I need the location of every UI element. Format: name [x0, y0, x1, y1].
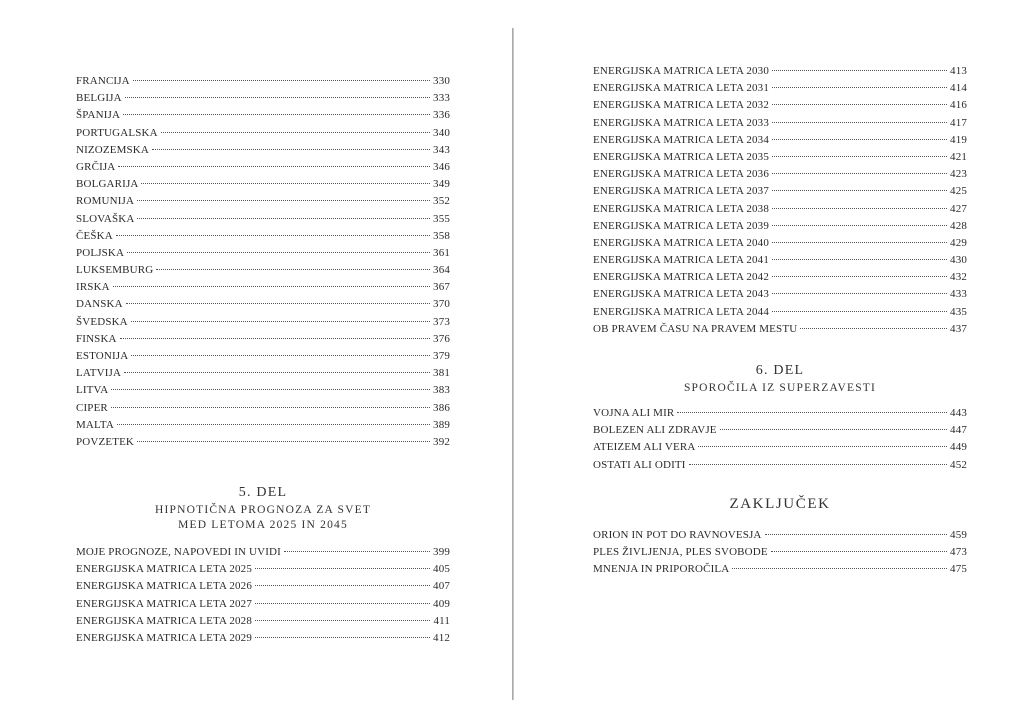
toc-entry-page: 412: [433, 631, 450, 644]
toc-entry-title: POVZETEK: [76, 435, 135, 448]
dot-leader: [255, 568, 430, 569]
toc-list-part-5: [76, 544, 450, 647]
toc-entry-title: ČEŠKA: [76, 229, 113, 242]
dot-leader: [772, 311, 947, 312]
dot-leader: [113, 286, 430, 287]
dot-leader: [677, 412, 947, 413]
toc-entry-page: 427: [950, 202, 967, 215]
toc-entry-page: 437: [950, 322, 967, 335]
toc-entry: [593, 286, 967, 303]
part-5-subtitle-line2: MED LETOMA 2025 IN 2045: [178, 519, 348, 531]
toc-entry: [593, 457, 967, 474]
toc-entry-page: 430: [950, 254, 967, 267]
toc-entry-title: MOJE PROGNOZE, NAPOVEDI IN UVIDI: [76, 546, 281, 558]
toc-entry-title: BELGIJA: [76, 92, 122, 105]
toc-entry-title: ENERGIJSKA MATRICA LETA 2038: [593, 202, 769, 215]
toc-entry-title: ENERGIJSKA MATRICA LETA 2039: [593, 219, 769, 232]
toc-entry-page: 343: [433, 143, 450, 156]
toc-entry-page: 333: [433, 92, 450, 105]
toc-entry-title: FRANCIJA: [76, 75, 130, 87]
toc-entry: [593, 405, 967, 422]
toc-entry: [76, 596, 450, 613]
toc-entry: [76, 107, 450, 124]
toc-entry: [76, 193, 450, 210]
toc-entry-page: 413: [950, 65, 967, 77]
toc-entry-title: ENERGIJSKA MATRICA LETA 2037: [593, 185, 769, 198]
toc-entry-page: 376: [433, 332, 450, 345]
dot-leader: [772, 70, 947, 71]
toc-entry-title: GRČIJA: [76, 160, 116, 173]
dot-leader: [117, 424, 430, 425]
toc-entry-title: OB PRAVEM ČASU NA PRAVEM MESTU: [593, 322, 798, 335]
toc-entry: [76, 176, 450, 193]
toc-entry-title: MALTA: [76, 418, 114, 431]
toc-entry: [76, 279, 450, 296]
toc-entry: [593, 252, 967, 269]
toc-entry-title: ENERGIJSKA MATRICA LETA 2036: [593, 168, 769, 181]
toc-entry: [76, 365, 450, 382]
dot-leader: [772, 259, 947, 260]
toc-entry-title: ENERGIJSKA MATRICA LETA 2034: [593, 133, 769, 146]
dot-leader: [156, 269, 430, 270]
dot-leader: [772, 190, 947, 191]
toc-entry-title: ENERGIJSKA MATRICA LETA 2035: [593, 150, 769, 163]
dot-leader: [133, 80, 430, 81]
toc-entry: [76, 73, 450, 90]
dot-leader: [255, 637, 430, 638]
dot-leader: [772, 208, 947, 209]
toc-entry-title: IRSKA: [76, 281, 110, 294]
toc-entry-title: ENERGIJSKA MATRICA LETA 2025: [76, 563, 252, 576]
toc-entry-page: 443: [950, 407, 967, 419]
toc-entry: [76, 211, 450, 228]
toc-entry: [593, 183, 967, 200]
dot-leader: [772, 276, 947, 277]
toc-entry: [76, 90, 450, 107]
toc-entry-page: 449: [950, 441, 967, 454]
toc-entry: [593, 561, 967, 578]
toc-entry-title: ENERGIJSKA MATRICA LETA 2026: [76, 580, 252, 593]
toc-entry-title: BOLEZEN ALI ZDRAVJE: [593, 424, 717, 437]
toc-entry-title: BOLGARIJA: [76, 178, 139, 191]
toc-entry: [76, 228, 450, 245]
toc-entry: [76, 417, 450, 434]
dot-leader: [772, 173, 947, 174]
toc-entry-page: 373: [433, 315, 450, 328]
toc-entry-page: 407: [433, 580, 450, 593]
dot-leader: [123, 114, 430, 115]
dot-leader: [116, 235, 430, 236]
toc-entry-page: 416: [950, 99, 967, 112]
toc-entry: [593, 63, 967, 80]
dot-leader: [120, 338, 430, 339]
toc-entry: [593, 527, 967, 544]
part-5-subtitle-line1: HIPNOTIČNA PROGNOZA ZA SVET: [154, 504, 372, 516]
toc-entry: [593, 97, 967, 114]
toc-entry-page: 452: [950, 458, 967, 471]
toc-entry-title: ENERGIJSKA MATRICA LETA 2041: [593, 254, 769, 267]
toc-entry: [76, 613, 450, 630]
toc-entry-page: 405: [433, 563, 450, 576]
dot-leader: [771, 551, 947, 552]
toc-entry-page: 419: [950, 133, 967, 146]
dot-leader: [772, 122, 947, 123]
toc-entry: [593, 218, 967, 235]
toc-entry-page: 355: [433, 212, 450, 225]
conclusion-heading: ZAKLJUČEK: [729, 496, 831, 512]
toc-entry-title: FINSKA: [76, 332, 117, 345]
toc-entry-title: LATVIJA: [76, 367, 122, 380]
toc-entry: [76, 348, 450, 365]
toc-entry: [593, 422, 967, 439]
part-5-number: 5. DEL: [238, 485, 288, 500]
toc-entry: [593, 80, 967, 97]
toc-entry: [76, 262, 450, 279]
toc-entry-page: 475: [950, 563, 967, 576]
part-6-heading: [593, 363, 967, 396]
toc-entry-page: 435: [950, 305, 967, 318]
toc-entry-page: 352: [433, 195, 450, 208]
toc-entry: [76, 142, 450, 159]
toc-entry-page: 429: [950, 236, 967, 249]
toc-entry-title: ATEIZEM ALI VERA: [593, 441, 696, 454]
dot-leader: [772, 104, 947, 105]
toc-entry: [76, 400, 450, 417]
toc-entry: [593, 269, 967, 286]
toc-entry-title: ENERGIJSKA MATRICA LETA 2040: [593, 236, 769, 249]
toc-entry: [593, 544, 967, 561]
dot-leader: [131, 321, 430, 322]
toc-entry: [76, 125, 450, 142]
toc-entry: [76, 331, 450, 348]
toc-entry: [76, 544, 450, 561]
toc-entry-title: ENERGIJSKA MATRICA LETA 2028: [76, 614, 252, 627]
toc-entry-title: ENERGIJSKA MATRICA LETA 2027: [76, 597, 252, 610]
toc-entry-title: ENERGIJSKA MATRICA LETA 2042: [593, 271, 769, 284]
toc-entry-page: 423: [950, 168, 967, 181]
dot-leader: [255, 585, 430, 586]
toc-entry-title: VOJNA ALI MIR: [593, 407, 675, 419]
toc-entry: [593, 115, 967, 132]
dot-leader: [732, 568, 947, 569]
toc-entry: [593, 304, 967, 321]
dot-leader: [698, 446, 947, 447]
toc-entry-page: 389: [433, 418, 450, 431]
toc-entry-title: ENERGIJSKA MATRICA LETA 2043: [593, 288, 769, 301]
toc-entry-page: 399: [433, 546, 450, 558]
toc-entry-title: ŠPANIJA: [76, 109, 121, 122]
toc-entry-title: LITVA: [76, 384, 109, 397]
dot-leader: [137, 441, 430, 442]
toc-entry: [76, 296, 450, 313]
toc-entry-page: 432: [950, 271, 967, 284]
dot-leader: [152, 149, 430, 150]
toc-entry-title: NIZOZEMSKA: [76, 143, 149, 156]
toc-entry-page: 459: [950, 529, 967, 541]
toc-entry-title: OSTATI ALI ODITI: [593, 458, 686, 471]
toc-entry-title: ESTONIJA: [76, 350, 129, 362]
toc-entry: [593, 321, 967, 338]
part-5-heading: [76, 485, 450, 533]
toc-entry-title: PLES ŽIVLJENJA, PLES SVOBODE: [593, 546, 768, 559]
toc-entry-page: 361: [433, 246, 450, 259]
toc-entry-page: 425: [950, 185, 967, 198]
toc-entry-page: 414: [950, 82, 967, 95]
toc-entry-title: PORTUGALSKA: [76, 126, 158, 139]
toc-entry-page: 340: [433, 126, 450, 139]
toc-entry-page: 409: [433, 597, 450, 610]
part-6-subtitle: SPOROČILA IZ SUPERZAVESTI: [683, 382, 877, 394]
toc-entry-title: ENERGIJSKA MATRICA LETA 2029: [76, 631, 252, 644]
dot-leader: [161, 132, 430, 133]
toc-entry-title: ORION IN POT DO RAVNOVESJA: [593, 529, 762, 541]
toc-entry: [76, 630, 450, 647]
toc-entry: [593, 166, 967, 183]
dot-leader: [255, 603, 430, 604]
toc-entry-title: ENERGIJSKA MATRICA LETA 2031: [593, 82, 769, 95]
toc-entry-title: ENERGIJSKA MATRICA LETA 2044: [593, 305, 769, 318]
dot-leader: [284, 551, 430, 552]
dot-leader: [127, 252, 430, 253]
toc-entry: [76, 159, 450, 176]
toc-entry-title: LUKSEMBURG: [76, 264, 154, 277]
toc-entry-page: 447: [950, 424, 967, 437]
dot-leader: [255, 620, 430, 621]
toc-entry-title: CIPER: [76, 401, 108, 414]
toc-entry: [593, 201, 967, 218]
toc-entry-title: ŠVEDSKA: [76, 315, 128, 328]
toc-entry-title: DANSKA: [76, 298, 123, 311]
toc-entry: [76, 561, 450, 578]
toc-entry-title: SLOVAŠKA: [76, 212, 135, 225]
toc-entry: [76, 314, 450, 331]
dot-leader: [689, 464, 947, 465]
toc-entry-page: 473: [950, 546, 967, 559]
toc-entry-page: 386: [433, 401, 450, 414]
toc-entry-title: ENERGIJSKA MATRICA LETA 2032: [593, 99, 769, 112]
dot-leader: [765, 534, 948, 535]
toc-entry: [593, 132, 967, 149]
dot-leader: [111, 407, 430, 408]
toc-entry-title: ROMUNIJA: [76, 195, 135, 208]
dot-leader: [772, 242, 947, 243]
dot-leader: [772, 225, 947, 226]
dot-leader: [137, 218, 430, 219]
toc-entry-page: 367: [433, 281, 450, 294]
toc-entry-page: 417: [950, 116, 967, 129]
dot-leader: [800, 328, 947, 329]
toc-entry-page: 346: [433, 160, 450, 173]
right-page: [512, 0, 1024, 726]
toc-list-countries: [76, 73, 450, 451]
toc-entry-page: 381: [433, 367, 450, 380]
toc-entry: [76, 578, 450, 595]
toc-entry-page: 370: [433, 298, 450, 311]
toc-entry-page: 411: [433, 614, 450, 627]
toc-entry-page: 433: [950, 288, 967, 301]
toc-entry-page: 379: [433, 350, 450, 362]
toc-entry-title: ENERGIJSKA MATRICA LETA 2030: [593, 65, 769, 77]
toc-entry-page: 336: [433, 109, 450, 122]
dot-leader: [772, 156, 947, 157]
toc-list-part-6: [593, 405, 967, 474]
toc-entry-title: ENERGIJSKA MATRICA LETA 2033: [593, 116, 769, 129]
dot-leader: [125, 97, 430, 98]
dot-leader: [720, 429, 947, 430]
toc-entry-title: POLJSKA: [76, 246, 125, 259]
dot-leader: [111, 389, 430, 390]
toc-entry-page: 364: [433, 264, 450, 277]
toc-entry-page: 349: [433, 178, 450, 191]
toc-entry-page: 421: [950, 150, 967, 163]
toc-entry-page: 358: [433, 229, 450, 242]
dot-leader: [137, 200, 430, 201]
toc-entry: [76, 382, 450, 399]
dot-leader: [124, 372, 430, 373]
dot-leader: [131, 355, 430, 356]
toc-entry: [76, 245, 450, 262]
toc-list-energy-matrices: [593, 63, 967, 338]
part-6-number: 6. DEL: [755, 363, 805, 378]
dot-leader: [772, 293, 947, 294]
toc-entry: [593, 439, 967, 456]
toc-entry-page: 330: [433, 75, 450, 87]
toc-entry-title: MNENJA IN PRIPOROČILA: [593, 563, 730, 576]
toc-list-conclusion: [593, 527, 967, 579]
toc-entry-page: 383: [433, 384, 450, 397]
dot-leader: [126, 303, 430, 304]
dot-leader: [118, 166, 430, 167]
dot-leader: [141, 183, 430, 184]
toc-entry-page: 428: [950, 219, 967, 232]
toc-entry-page: 392: [433, 435, 450, 448]
toc-entry: [593, 235, 967, 252]
dot-leader: [772, 139, 947, 140]
toc-entry: [593, 149, 967, 166]
toc-entry: [76, 434, 450, 451]
dot-leader: [772, 87, 947, 88]
